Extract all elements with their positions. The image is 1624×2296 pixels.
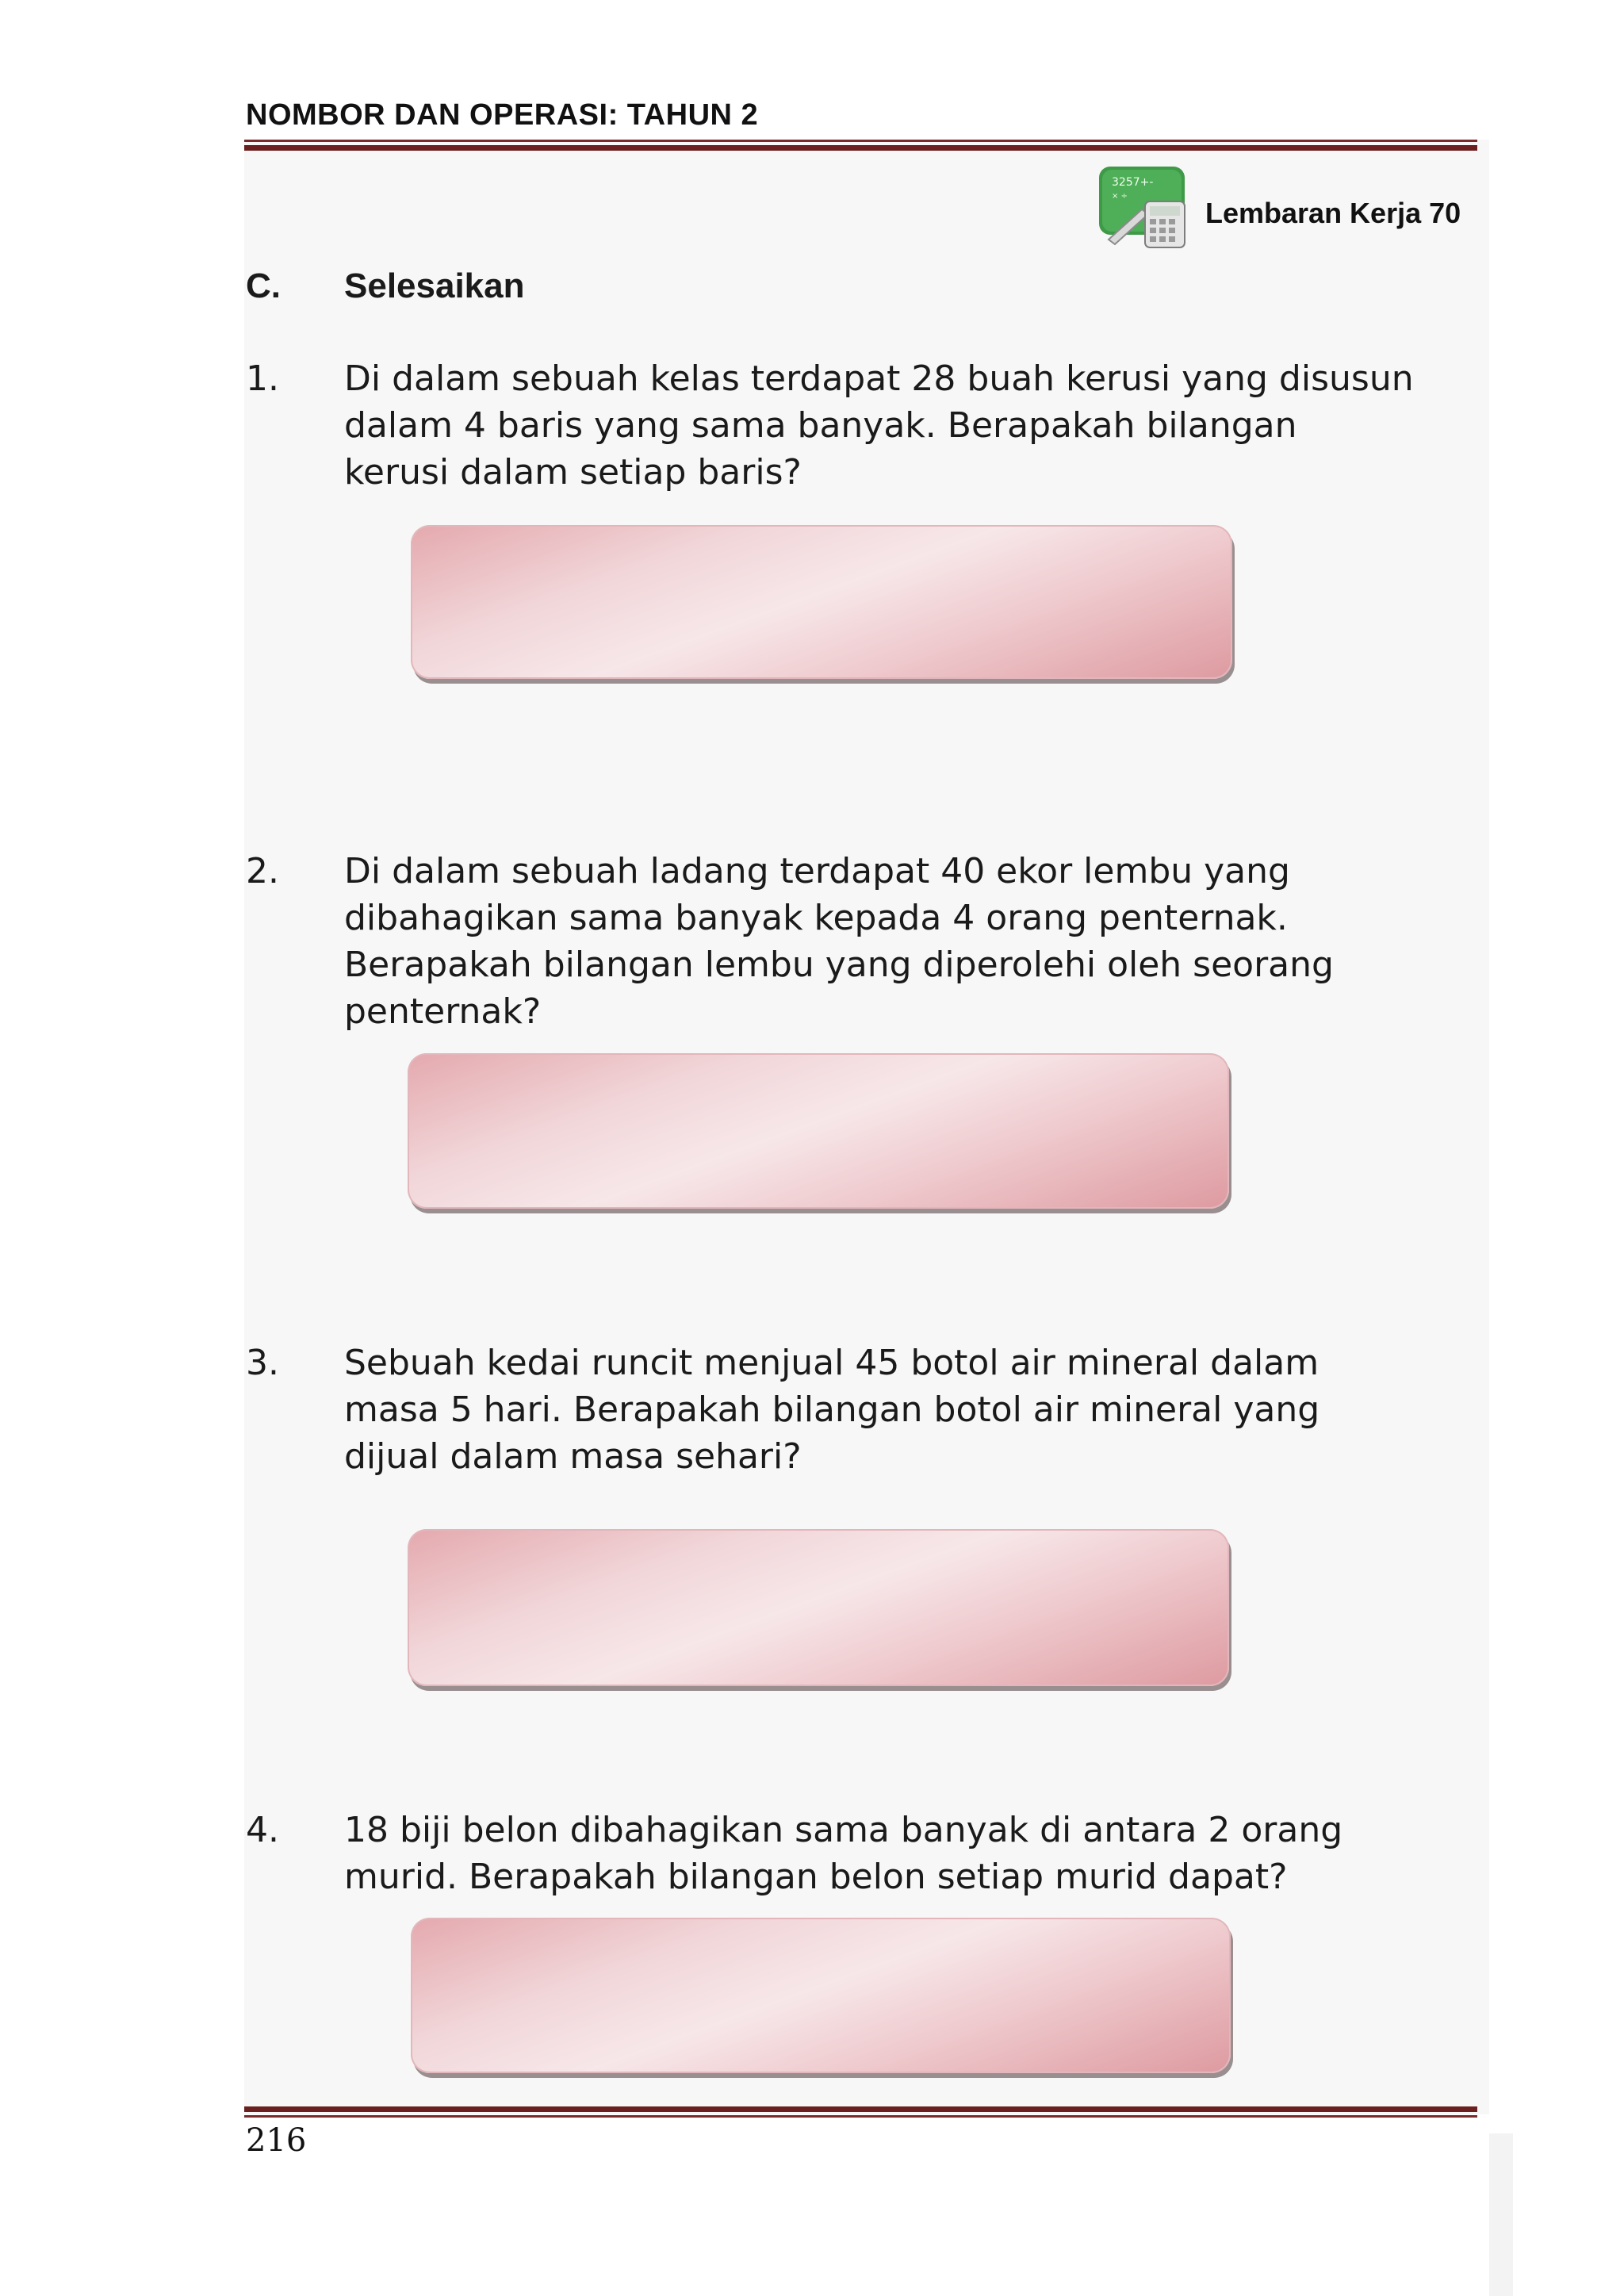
answer-box[interactable] (411, 1918, 1231, 2073)
question-number: 2. (246, 851, 279, 891)
answer-box[interactable] (408, 1053, 1229, 1209)
footer-rule (244, 2106, 1477, 2118)
question-number: 4. (246, 1810, 279, 1850)
header-rule (244, 140, 1477, 151)
calculator-worksheet-icon (1094, 163, 1199, 252)
question-text: Di dalam sebuah ladang terdapat 40 ekor lembu yang dibahagikan sama banyak kepada 4 orang penternak. Berapakah bilangan lembu yang diperolehi oleh seorang penternak? (344, 851, 1334, 1032)
worksheet-label: Lembaran Kerja 70 (1205, 197, 1461, 229)
question-text: Sebuah kedai runcit menjual 45 botol air mineral dalam masa 5 hari. Berapakah bilangan botol air mineral yang dijual dalam masa sehari? (344, 1343, 1320, 1477)
question-number: 3. (246, 1343, 279, 1383)
icon-digits: 3257+- (1112, 176, 1154, 189)
page-edge-shadow (1489, 2133, 1513, 2296)
question-text: 18 biji belon dibahagikan sama banyak di antara 2 orang murid. Berapakah bilangan belon setiap murid dapat? (344, 1810, 1343, 1897)
svg-text:× ÷: × ÷ (1112, 192, 1128, 201)
question-text: Di dalam sebuah kelas terdapat 28 buah kerusi yang disusun dalam 4 baris yang sama banyak. Berapakah bilangan kerusi dalam setiap baris? (344, 358, 1414, 493)
answer-box[interactable] (411, 525, 1232, 679)
question-number: 1. (246, 358, 279, 399)
header-title: NOMBOR DAN OPERASI: TAHUN 2 (246, 98, 759, 132)
answer-box[interactable] (408, 1529, 1229, 1686)
page-number: 216 (246, 2122, 307, 2159)
section-title: Selesaikan (344, 266, 525, 305)
section-letter: C. (246, 266, 281, 305)
